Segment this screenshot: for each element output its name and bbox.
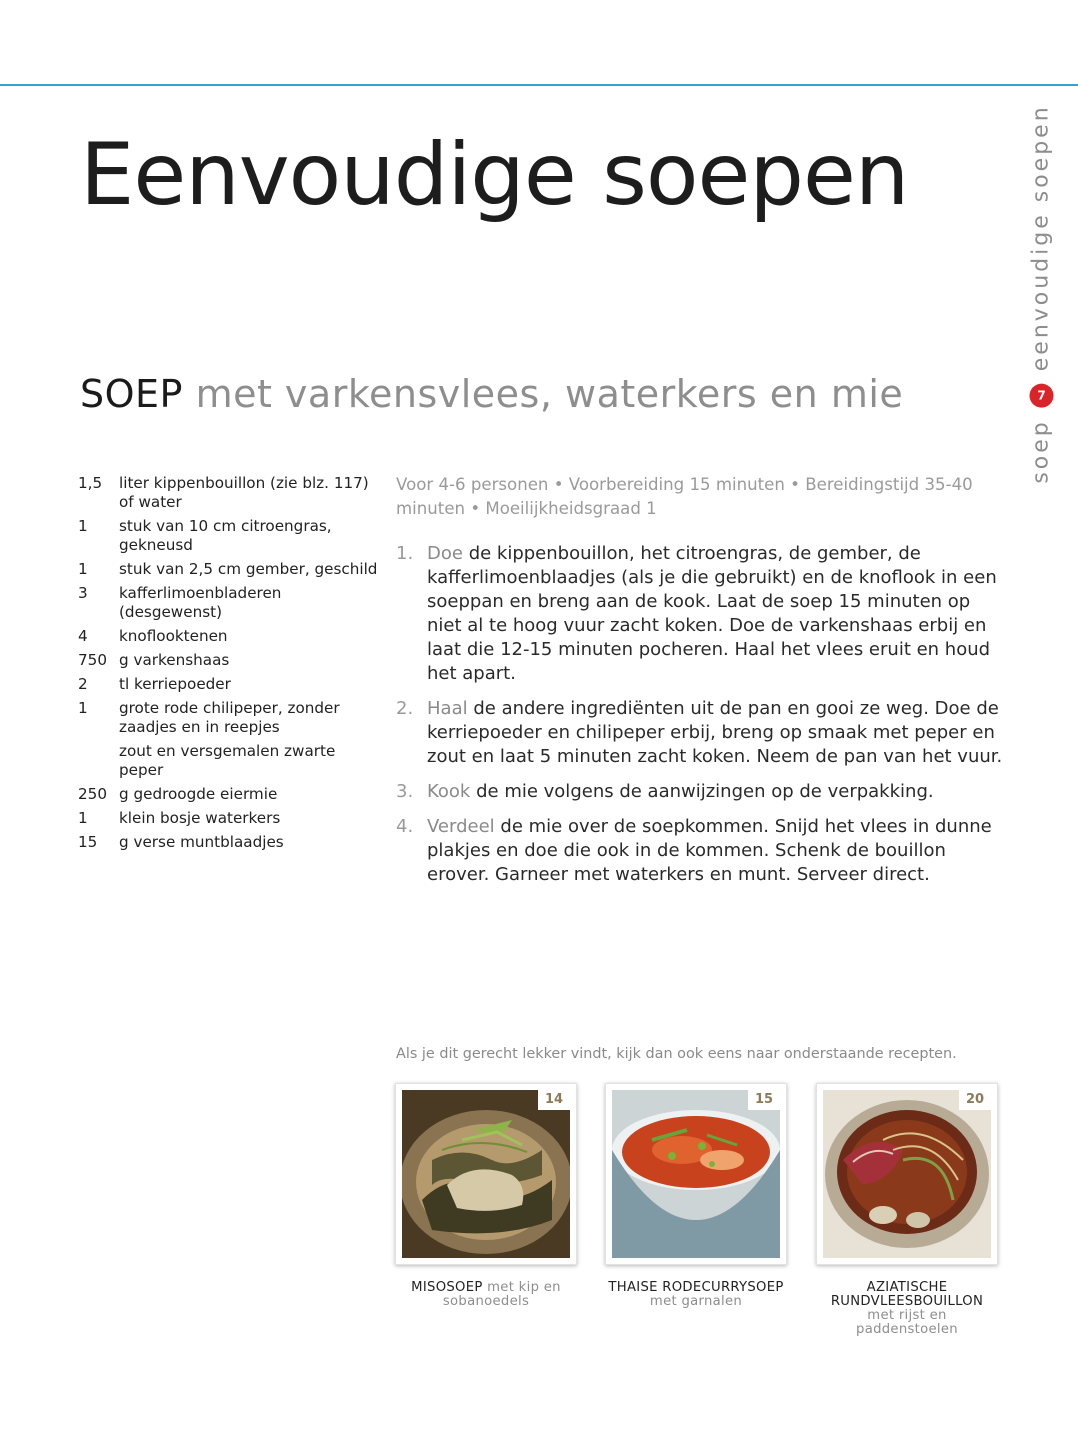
ingredient-desc: g gedroogde eiermie bbox=[119, 785, 278, 803]
ingredient-list bbox=[78, 474, 378, 857]
ingredient-item bbox=[78, 742, 378, 780]
step-lead: Haal bbox=[427, 698, 468, 719]
related-page-number: 15 bbox=[748, 1090, 780, 1110]
related-caption bbox=[605, 1281, 787, 1309]
ingredient-item bbox=[78, 560, 378, 579]
step-text: de kippenbouillon, het citroengras, de gember, de kafferlimoenblaadjes (als je die gebruikt) en de knoflook in een soeppan en breng aan de kook. Laat de soep 15 minuten op niet al te hoog vuur zacht koken. Doe de varkenshaas erbij en laat die 12-15 minuten pocheren. Haal het vlees eruit en houd het apart. bbox=[427, 543, 997, 684]
related-title-light: met rijst en paddenstoelen bbox=[856, 1308, 958, 1337]
ingredient-qty: 1 bbox=[78, 560, 88, 578]
ingredient-desc: stuk van 10 cm citroengras, gekneusd bbox=[119, 517, 332, 554]
related-page-number: 20 bbox=[959, 1090, 991, 1110]
step-number: 3. bbox=[396, 781, 414, 802]
related-title-light: met kip en sobanoedels bbox=[442, 1280, 561, 1309]
related-page-number: 14 bbox=[538, 1090, 570, 1110]
step-body bbox=[427, 542, 1008, 686]
ingredient-item bbox=[78, 675, 378, 694]
method-step bbox=[396, 697, 1008, 769]
ingredient-qty: 1,5 bbox=[78, 474, 103, 492]
step-body bbox=[427, 697, 1008, 769]
ingredient-item bbox=[78, 699, 378, 737]
ingredient-desc: knoflooktenen bbox=[119, 627, 228, 645]
step-lead: Doe bbox=[427, 543, 463, 564]
ingredient-qty: 3 bbox=[78, 584, 88, 602]
method-steps bbox=[396, 542, 1008, 898]
step-text: de mie over de soepkommen. Snijd het vlees in dunne plakjes en doe die ook in de kommen. Schenk de bouillon erover. Garneer met waterkers en munt. Serveer direct. bbox=[427, 816, 992, 885]
side-tab bbox=[1023, 98, 1059, 490]
ingredient-desc: g verse muntblaadjes bbox=[119, 833, 284, 851]
chapter-number: 7 bbox=[1036, 388, 1046, 403]
recipe-meta: Voor 4-6 personen • Voorbereiding 15 minuten • Bereidingstijd 35-40 minuten • Moeilijkheidsgraad 1 bbox=[396, 475, 973, 518]
chapter-badge bbox=[1029, 383, 1053, 407]
related-caption bbox=[395, 1281, 577, 1309]
ingredient-desc: liter kippenbouillon (zie blz. 117) of water bbox=[119, 474, 369, 511]
step-body bbox=[427, 780, 1008, 804]
ingredient-desc: zout en versgemalen zwarte peper bbox=[119, 742, 336, 779]
ingredient-item bbox=[78, 809, 378, 828]
method-step bbox=[396, 542, 1008, 686]
ingredient-item bbox=[78, 517, 378, 555]
recipe-title bbox=[80, 372, 903, 416]
related-recipe-card[interactable] bbox=[395, 1083, 577, 1309]
ingredient-qty: 15 bbox=[78, 833, 98, 851]
related-recipe-photo[interactable] bbox=[395, 1083, 577, 1265]
side-tab-section: eenvoudige soepen bbox=[1028, 104, 1054, 372]
ingredient-qty: 1 bbox=[78, 517, 88, 535]
ingredient-desc: tl kerriepoeder bbox=[119, 675, 231, 693]
top-rule bbox=[0, 84, 1078, 86]
related-recipe-photo[interactable] bbox=[605, 1083, 787, 1265]
ingredient-item bbox=[78, 627, 378, 646]
related-title-strong: MISOSOEP bbox=[411, 1280, 483, 1295]
related-title-light: met garnalen bbox=[649, 1294, 743, 1309]
ingredient-item bbox=[78, 651, 378, 670]
step-number: 1. bbox=[396, 543, 414, 564]
ingredient-qty: 750 bbox=[78, 651, 107, 669]
step-body bbox=[427, 815, 1008, 887]
step-text: de mie volgens de aanwijzingen op de verpakking. bbox=[476, 781, 934, 802]
ingredient-desc: stuk van 2,5 cm gember, geschild bbox=[119, 560, 378, 578]
method-step bbox=[396, 780, 1008, 804]
step-number: 2. bbox=[396, 698, 414, 719]
recipe-title-strong: SOEP bbox=[80, 372, 183, 416]
ingredient-desc: g varkenshaas bbox=[119, 651, 230, 669]
ingredient-qty: 1 bbox=[78, 809, 88, 827]
ingredient-qty bbox=[78, 742, 119, 780]
beef-broth-photo bbox=[823, 1090, 991, 1258]
side-tab-category: soep bbox=[1028, 419, 1054, 484]
page-title: Eenvoudige soepen bbox=[80, 125, 909, 225]
ingredient-item bbox=[78, 584, 378, 622]
recipe-title-light: met varkensvlees, waterkers en mie bbox=[195, 372, 904, 416]
ingredient-desc: kafferlimoenbladeren (desgewenst) bbox=[119, 584, 282, 621]
ingredient-qty: 250 bbox=[78, 785, 107, 803]
step-lead: Kook bbox=[427, 781, 471, 802]
ingredient-item bbox=[78, 833, 378, 852]
related-title-strong: THAISE RODECURRYSOEP bbox=[608, 1280, 784, 1295]
step-lead: Verdeel bbox=[427, 816, 495, 837]
related-recipe-card[interactable] bbox=[605, 1083, 787, 1309]
related-recipe-photo[interactable] bbox=[816, 1083, 998, 1265]
related-intro: Als je dit gerecht lekker vindt, kijk dan ook eens naar onderstaande recepten. bbox=[396, 1046, 957, 1062]
side-tab-label bbox=[1029, 104, 1054, 483]
related-recipe-card[interactable] bbox=[816, 1083, 998, 1337]
thai-curry-soup-photo bbox=[612, 1090, 780, 1258]
ingredient-qty: 4 bbox=[78, 627, 88, 645]
miso-soup-photo bbox=[402, 1090, 570, 1258]
ingredient-qty: 1 bbox=[78, 699, 88, 717]
step-number: 4. bbox=[396, 816, 414, 837]
ingredient-item bbox=[78, 785, 378, 804]
step-text: de andere ingrediënten uit de pan en gooi ze weg. Doe de kerriepoeder en chilipeper erbij, breng op smaak met peper en zout en laat 5 minuten zacht koken. Neem de pan van het vuur. bbox=[427, 698, 1003, 767]
ingredient-desc: klein bosje waterkers bbox=[119, 809, 281, 827]
ingredient-desc: grote rode chilipeper, zonder zaadjes en in reepjes bbox=[119, 699, 340, 736]
method-step bbox=[396, 815, 1008, 887]
ingredient-qty: 2 bbox=[78, 675, 88, 693]
related-title-strong: AZIATISCHE RUNDVLEESBOUILLON bbox=[830, 1280, 984, 1309]
related-caption bbox=[816, 1281, 998, 1337]
ingredient-item bbox=[78, 474, 378, 512]
